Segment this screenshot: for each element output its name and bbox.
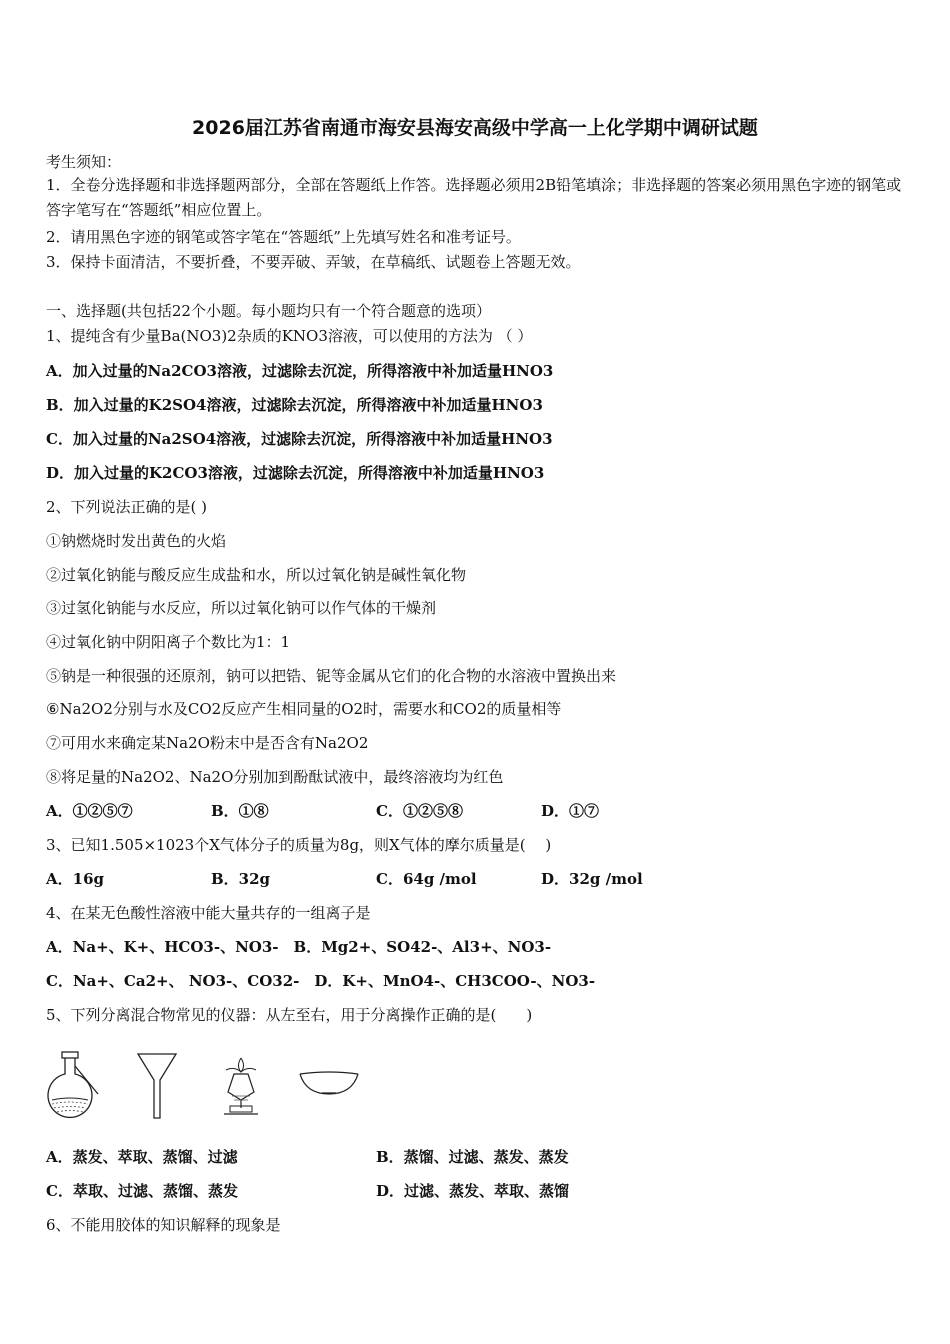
q2-option-c: C．①②⑤⑧ xyxy=(376,802,463,820)
q2-statement-1: ①钠燃烧时发出黄色的火焰 xyxy=(46,532,227,550)
q1-option-c: C．加入过量的Na2SO4溶液，过滤除去沉淀，所得溶液中补加适量HNO3 xyxy=(46,430,553,448)
q2-statement-4: ④过氧化钠中阴阳离子个数比为1：1 xyxy=(46,633,291,651)
q5-option-d: D．过滤、蒸发、萃取、蒸馏 xyxy=(376,1182,570,1200)
q1-stem: 1、提纯含有少量Ba(NO3)2杂质的KNO3溶液，可以使用的方法为 （ ） xyxy=(46,327,533,345)
q4-options-ab: A．Na+、K+、HCO3-、NO3- B．Mg2+、SO42-、Al3+、NO3- xyxy=(46,938,552,956)
q2-option-a: A．①②⑤⑦ xyxy=(46,802,133,820)
q5-stem: 5、下列分离混合物常见的仪器：从左至右，用于分离操作正确的是( ) xyxy=(46,1006,533,1024)
q3-option-a: A．16g xyxy=(46,870,105,888)
q2-statement-3: ③过氢化钠能与水反应，所以过氧化钠可以作气体的干燥剂 xyxy=(46,599,437,617)
q4-stem: 4、在某无色酸性溶液中能大量共存的一组离子是 xyxy=(46,904,371,922)
q2-statement-8: ⑧将足量的Na2O2、Na2O分别加到酚酞试液中，最终溶液均为红色 xyxy=(46,768,504,786)
q5-option-c: C．萃取、过滤、蒸馏、蒸发 xyxy=(46,1182,238,1200)
section-heading: 一、选择题(共包括22个小题。每小题均只有一个符合题意的选项） xyxy=(46,302,491,320)
page-title: 2026届江苏省南通市海安县海安高级中学高一上化学期中调研试题 xyxy=(192,117,758,139)
q2-option-b: B．①⑧ xyxy=(211,802,269,820)
q6-stem: 6、不能用胶体的知识解释的现象是 xyxy=(46,1216,281,1234)
q1-option-a: A．加入过量的Na2CO3溶液，过滤除去沉淀，所得溶液中补加适量HNO3 xyxy=(46,362,554,380)
q2-statement-2: ②过氧化钠能与酸反应生成盐和水，所以过氧化钠是碱性氧化物 xyxy=(46,566,467,584)
q2-statement-7: ⑦可用水来确定某Na2O粉末中是否含有Na2O2 xyxy=(46,734,369,752)
notice-item-2: 2．请用黑色字迹的钢笔或答字笔在“答题纸”上先填写姓名和准考证号。 xyxy=(46,228,521,246)
notice-heading: 考生须知： xyxy=(46,153,122,171)
notice-item-1: 1．全卷分选择题和非选择题两部分，全部在答题纸上作答。选择题必须用2B铅笔填涂；非选择题的答案必须用黑色字迹的钢笔或答字笔写在“答题纸”相应位置上。 xyxy=(46,176,902,219)
q1-option-d: D．加入过量的K2CO3溶液，过滤除去沉淀，所得溶液中补加适量HNO3 xyxy=(46,464,545,482)
q3-option-c: C．64g /mol xyxy=(376,870,477,888)
q5-option-a: A．蒸发、萃取、蒸馏、过滤 xyxy=(46,1148,238,1166)
q2-statement-5: ⑤钠是一种很强的还原剂，钠可以把锆、铌等金属从它们的化合物的水溶液中置换出来 xyxy=(46,667,617,685)
funnel-icon xyxy=(136,1052,180,1120)
q4-options-cd: C．Na+、Ca2+、 NO3-、CO32- D．K+、MnO4-、CH3COO-、NO3- xyxy=(46,972,596,990)
q1-option-b: B．加入过量的K2SO4溶液，过滤除去沉淀，所得溶液中补加适量HNO3 xyxy=(46,396,543,414)
distillation-flask-icon xyxy=(46,1050,106,1122)
q5-option-b: B．蒸馏、过滤、蒸发、蒸发 xyxy=(376,1148,569,1166)
q3-option-b: B．32g xyxy=(211,870,271,888)
q2-statement-6: ⑥Na2O2分别与水及CO2反应产生相同量的O2时，需要水和CO2的质量相等 xyxy=(46,700,562,718)
q2-stem: 2、下列说法正确的是( ) xyxy=(46,498,208,516)
q3-option-d: D．32g /mol xyxy=(541,870,643,888)
q2-option-d: D．①⑦ xyxy=(541,802,600,820)
separatory-funnel-icon xyxy=(216,1056,266,1120)
q3-stem: 3、已知1.505×1023个X气体分子的质量为8g，则X气体的摩尔质量是( ) xyxy=(46,836,552,854)
evaporating-dish-icon xyxy=(298,1066,360,1098)
notice-item-3: 3．保持卡面清洁，不要折叠，不要弄破、弄皱，在草稿纸、试题卷上答题无效。 xyxy=(46,253,581,271)
